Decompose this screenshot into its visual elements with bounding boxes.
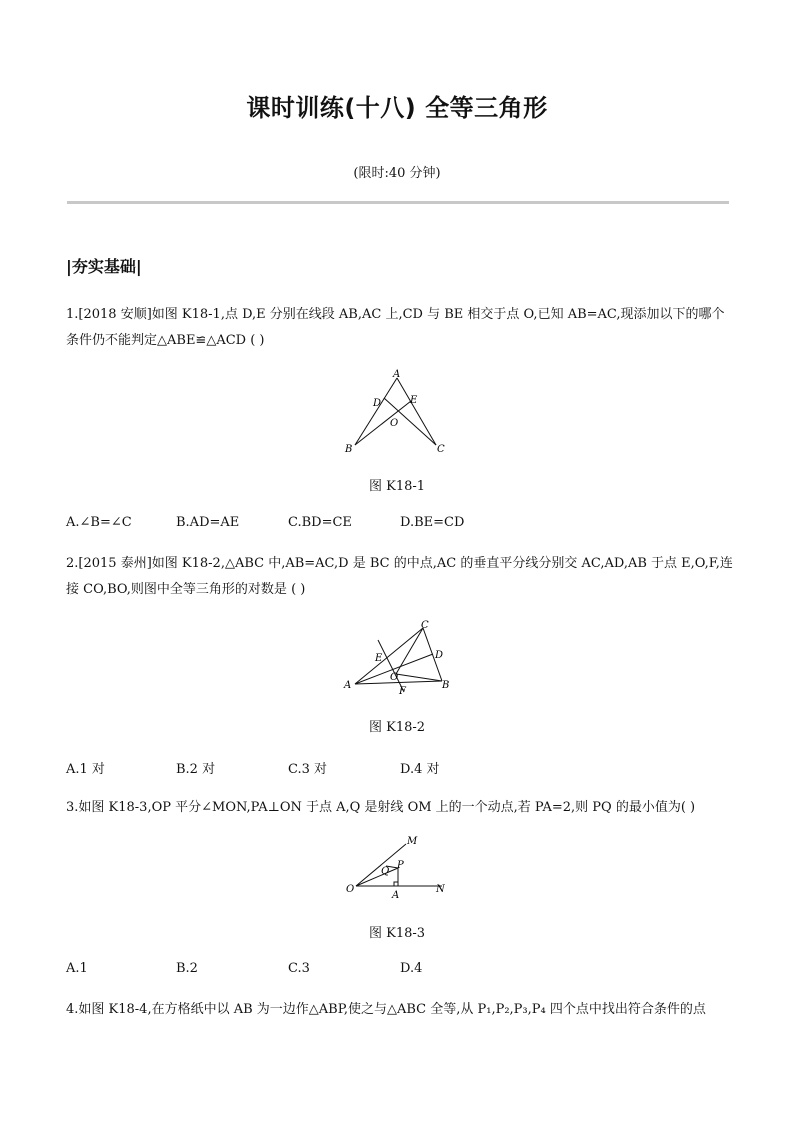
q2-option-b: B.2 对 [176,762,216,777]
fig3-label-n: N [436,884,445,895]
header-divider [67,201,729,204]
fig1-label-b: B [345,444,353,455]
question-3-options [66,961,734,981]
q1-option-d: D.BE=CD [400,515,465,530]
q2-option-c: C.3 对 [288,762,328,777]
fig2-label-e: E [375,653,383,664]
question-1-text: 1.[2018 安顺]如图 K18-1,点 D,E 分别在线段 AB,AC 上,CD 与 BE 相交于点 O,已知 AB=AC,现添加以下的哪个条件仍不能判定△ABE≌△ACD ( ) [66,307,725,348]
fig2-label-o: O [390,672,399,683]
q3-option-b: B.2 [176,961,198,976]
figure-k18-1-caption: 图 K18-1 [368,479,426,494]
question-2-options [66,758,734,778]
q1-option-a: A.∠B=∠C [66,515,132,530]
question-1-options [66,515,734,535]
time-limit: (限时:40 分钟) [353,166,441,181]
figure-k18-1 [340,368,450,456]
q3-option-c: C.3 [288,961,310,976]
fig3-label-o: O [346,884,355,895]
question-2-text: 2.[2015 泰州]如图 K18-2,△ABC 中,AB=AC,D 是 BC 的中点,AC 的垂直平分线分别交 AC,AD,AB 于点 E,O,F,连接 CO,BO,则图中全等三角形的对数是 ( ) [66,556,733,597]
q1-option-b: B.AD=AE [176,515,240,530]
fig1-label-e: E [410,395,418,406]
fig2-label-d: D [435,650,444,661]
figure-k18-3 [342,832,452,902]
fig2-label-f: F [399,686,406,697]
fig3-label-q: Q [381,866,390,877]
fig1-label-a: A [393,369,401,380]
q2-option-a: A.1 对 [66,762,105,777]
fig1-label-o: O [390,418,399,429]
fig2-label-b: B [442,680,450,691]
fig2-label-a: A [344,680,352,691]
fig3-label-m: M [407,836,418,847]
fig3-label-p: P [397,860,404,871]
figure-k18-2-caption: 图 K18-2 [368,720,426,735]
fig2-label-c: C [421,620,429,631]
figure-k18-2 [338,618,458,698]
fig1-label-d: D [373,398,382,409]
fig3-label-a: A [392,890,400,901]
question-3-text: 3.如图 K18-3,OP 平分∠MON,PA⊥ON 于点 A,Q 是射线 OM 上的一个动点,若 PA=2,则 PQ 的最小值为( ) [66,800,696,815]
fig1-label-c: C [437,444,445,455]
q3-option-a: A.1 [66,961,88,976]
q2-option-d: D.4 对 [400,762,440,777]
q3-option-d: D.4 [400,961,423,976]
page-title: 课时训练(十八) 全等三角形 [246,94,548,122]
section-heading: |夯实基础| [66,257,142,276]
question-4-text: 4.如图 K18-4,在方格纸中以 AB 为一边作△ABP,使之与△ABC 全等,从 P₁,P₂,P₃,P₄ 四个点中找出符合条件的点 [66,1002,706,1017]
q1-option-c: C.BD=CE [288,515,352,530]
figure-k18-3-caption: 图 K18-3 [368,926,426,941]
